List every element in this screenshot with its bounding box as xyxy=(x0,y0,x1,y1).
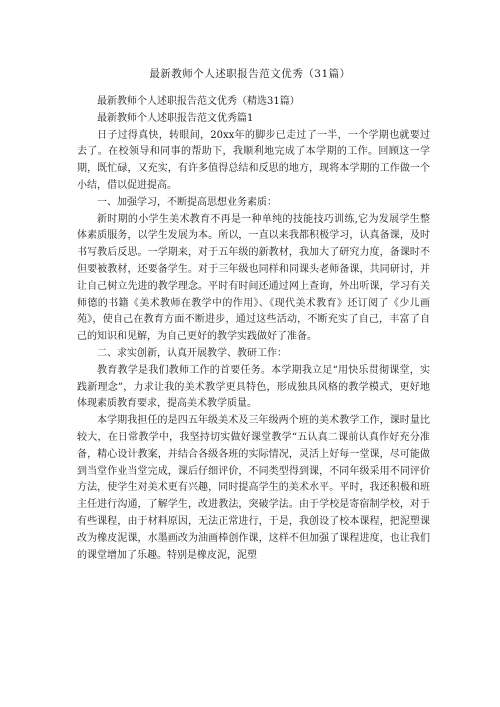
document-body xyxy=(77,94,430,564)
subtitle-line: 最新教师个人述职报告范文优秀（精选31篇） xyxy=(97,96,300,107)
body-paragraph: 教育教学是我们教师工作的首要任务。本学期我立足“用快乐贯彻课堂，实践新理念”，力求让我的美术教学更具特色，形成独具风格的教学模式，更好地体现素质教育要求，提高美术教学质量。 xyxy=(77,364,430,410)
section-heading: 一、加强学习，不断提高思想业务素质： xyxy=(97,196,277,208)
section-heading: 二、求实创新，认真开展教学、教研工作： xyxy=(97,347,287,359)
section-title: 最新教师个人述职报告范文优秀篇1 xyxy=(97,112,254,124)
body-paragraph: 本学期我担任的是四五年级美术及三年级两个班的美术教学工作，课时量比较大，在日常教学中，我坚持切实做好课堂教学“五认真二课前认真作好充分准备，精心设计教案，并结合各级各班的实际情况，灵活上好每一堂课，尽可能做到当堂作业当堂完成，课后仔细评价，不同类型得到课，不同年级采用不同评价方法，使学生对美术更有兴趣，同时提高学生的美术水平。平时，我还积极和班主任进行沟通，了解学生，改进教法，突破学法。由于学校是寄宿制学校，对于有些课程，由于材料原因，无法正常进行，于是，我创设了校本课程，把泥塑课改为橡皮泥课，水墨画改为油画棒创作课，这样不但加强了课程进度，也让我们的课堂增加了乐趣。特别是橡皮泥，泥塑 xyxy=(77,415,430,561)
body-paragraph: 新时期的小学生美术教育不再是一种单纯的技能技巧训练,它为发展学生整体素质服务，以学生发展为本。所以，一直以来我都积极学习，认真备课，及时书写教后反思。一学期来，对于五年级的新教材，我加大了研究力度，备课时不但要被教材，还要备学生。对于三年级也同样和同课头老师备课，共同研讨，并让自己树立先进的教学理念。平时有时间还通过网上查询，外出听课，学习有关师德的书籍《美术教师在教学中的作用》、《现代美术教育》还订阅了《少儿画苑》，使自己在教育方面不断进步，通过这些活动，不断充实了自己，丰富了自己的知识和见解，为自己更好的教学实践做好了准备。 xyxy=(77,213,430,343)
body-paragraph: 日子过得真快，转眼间，20xx年的脚步已走过了一半，一个学期也就要过去了。在校领导和同事的帮助下，我顺利地完成了本学期的工作。回顾这一学期，既忙碌，又充实，有许多值得总结和反思的地方，现将本学期的工作做一个小结，借以促进提高。 xyxy=(77,129,430,191)
document-title: 最新教师个人述职报告范文优秀（31篇） xyxy=(149,68,351,80)
